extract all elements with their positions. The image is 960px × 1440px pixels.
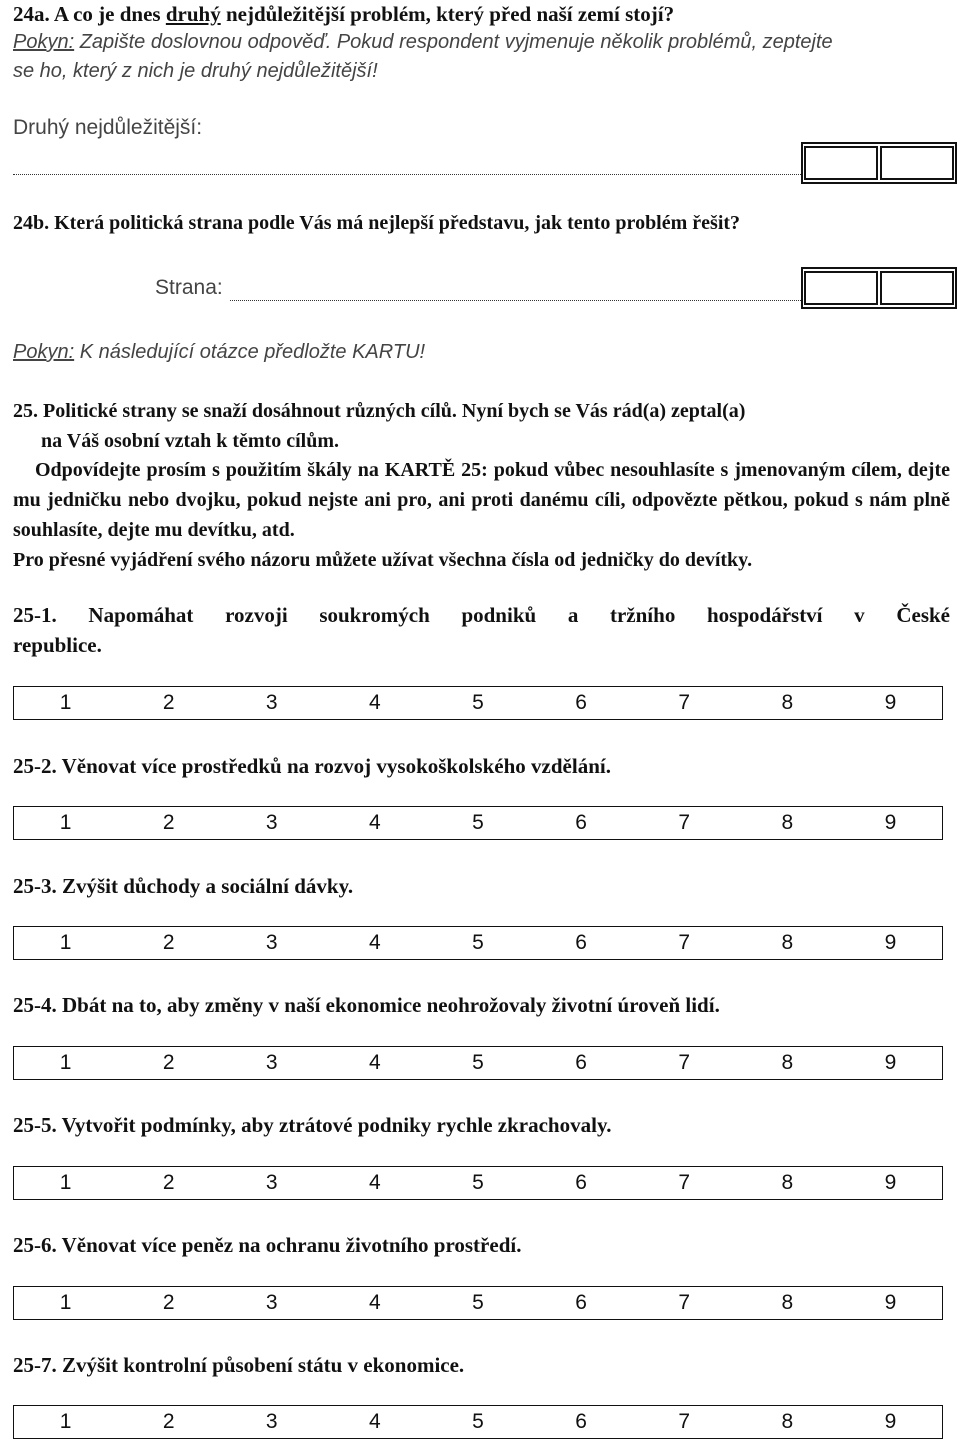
scale-option[interactable]: 3 [265,931,278,954]
scale-option[interactable]: 1 [59,1171,72,1194]
q24b-text: Která politická strana podle Vás má nejlepší představu, jak tento problém řešit? [54,212,741,234]
scale-option[interactable]: 1 [59,1410,72,1433]
scale-option[interactable]: 5 [472,1291,484,1314]
item-25-1-title-line1: 25-1. Napomáhat rozvoji soukromých podniků a tržního hospodářství v České [13,603,950,627]
scale-option[interactable]: 8 [781,1171,794,1194]
scale-option[interactable]: 9 [884,1410,897,1433]
scale-option[interactable]: 7 [678,1051,691,1074]
scale-option[interactable]: 7 [678,1291,691,1314]
q24b-code-cell[interactable] [804,271,878,305]
scale-option[interactable]: 8 [781,931,794,954]
item-25-4-scale [13,1046,943,1080]
scale-option[interactable]: 2 [162,691,175,714]
scale-option[interactable]: 8 [781,691,794,714]
scale-option[interactable]: 4 [369,1410,381,1433]
scale-option[interactable]: 4 [369,811,381,834]
q24b-question [13,212,740,235]
q25-line1: Politické strany se snaží dosáhnout různých cílů. Nyní bych se Vás rád(a) zeptal(a) [43,400,746,422]
scale-option[interactable]: 3 [265,1051,278,1074]
scale-option[interactable]: 2 [162,1171,175,1194]
scale-option[interactable]: 3 [265,691,278,714]
item-25-2-title: 25-2. Věnovat více prostředků na rozvoj vysokoškolského vzdělání. [13,754,611,778]
q24a-text-before: A co je dnes [53,2,166,26]
scale-option[interactable]: 6 [575,931,587,954]
item-25-1-title [13,600,950,660]
item-25-1-title-line2: republice. [13,633,102,657]
item-25-1-scale [13,686,943,720]
item-25-3-title: 25-3. Zvýšit důchody a sociální dávky. [13,874,354,898]
item-25-5-title: 25-5. Vytvořit podmínky, aby ztrátové podniky rychle zkrachovaly. [13,1113,612,1137]
scale-option[interactable]: 2 [162,1291,175,1314]
q24a-answer-line[interactable] [13,174,801,175]
scale-option[interactable]: 6 [575,811,587,834]
item-25-6-title: 25-6. Věnovat více peněz na ochranu životního prostředí. [13,1233,522,1257]
item-25-6-scale [13,1286,943,1320]
scale-option[interactable]: 8 [781,1051,794,1074]
scale-option[interactable]: 5 [472,931,484,954]
q24a-emphasis: druhý [165,2,221,26]
scale-option[interactable]: 7 [678,811,691,834]
scale-option[interactable]: 8 [781,1291,794,1314]
q24a-field-label: Druhý nejdůležitější: [13,116,203,139]
q24a-question [13,2,674,26]
scale-option[interactable]: 4 [369,1291,381,1314]
scale-option[interactable]: 2 [162,1410,175,1433]
scale-option[interactable]: 9 [884,1171,897,1194]
scale-option[interactable]: 1 [59,1051,72,1074]
scale-option[interactable]: 1 [59,931,72,954]
scale-option[interactable]: 2 [162,1051,175,1074]
scale-option[interactable]: 7 [678,1410,691,1433]
scale-option[interactable]: 6 [575,1051,587,1074]
scale-option[interactable]: 4 [369,931,381,954]
q25-line2: na Váš osobní vztah k těmto cílům. [41,430,339,452]
item-25-5-scale [13,1166,943,1200]
card-instruction [13,338,425,367]
scale-option[interactable]: 7 [678,931,691,954]
scale-option[interactable]: 1 [59,811,72,834]
scale-option[interactable]: 7 [678,1171,691,1194]
q24a-instruction-label: Pokyn: [13,31,75,53]
item-25-7-title: 25-7. Zvýšit kontrolní působení státu v ekonomice. [13,1353,465,1377]
item-25-2-scale [13,806,943,840]
scale-option[interactable]: 6 [575,691,587,714]
q24a-instruction-line2: se ho, který z nich je druhý nejdůležitější! [13,60,378,82]
scale-option[interactable]: 4 [369,691,381,714]
q24a-code-box[interactable] [801,142,957,184]
scale-option[interactable]: 6 [575,1410,587,1433]
q24b-field-label: Strana: [155,276,223,299]
scale-option[interactable]: 5 [472,1171,484,1194]
scale-option[interactable]: 3 [265,811,278,834]
item-25-3-scale [13,926,943,960]
q24b-code-cell[interactable] [880,271,954,305]
q24b-code-box[interactable] [801,267,957,309]
scale-option[interactable]: 3 [265,1171,278,1194]
scale-option[interactable]: 5 [472,1051,484,1074]
q24a-code-cell[interactable] [880,146,954,180]
scale-option[interactable]: 3 [265,1410,278,1433]
scale-option[interactable]: 6 [575,1291,587,1314]
q25-question [13,396,953,456]
q25-number: 25. [13,400,38,422]
scale-option[interactable]: 8 [781,1410,794,1433]
scale-option[interactable]: 2 [162,931,175,954]
scale-option[interactable]: 4 [369,1051,381,1074]
scale-option[interactable]: 3 [265,1291,278,1314]
scale-option[interactable]: 9 [884,691,897,714]
card-instruction-label: Pokyn: [13,341,75,363]
item-25-4-title: 25-4. Dbát na to, aby změny v naší ekonomice neohrožovaly životní úroveň lidí. [13,993,720,1017]
scale-option[interactable]: 9 [884,811,897,834]
q25-scale-instruction: Odpovídejte prosím s použitím škály na KARTĚ 25: pokud vůbec nesouhlasíte s jmenovaným cílem, dejte mu jedničku nebo dvojku, pokud nejste ani pro, ani proti danému cíli, odpovězte pětkou, pokud s nám plně souhlasíte, dejte mu devítku, atd. [13,459,950,541]
scale-option[interactable]: 5 [472,811,484,834]
scale-option[interactable]: 9 [884,931,897,954]
q24b-answer-line[interactable] [230,300,801,301]
q24b-number: 24b. [13,212,50,234]
scale-option[interactable]: 7 [678,691,691,714]
item-25-7-scale [13,1405,943,1439]
scale-option[interactable]: 8 [781,811,794,834]
q24a-text-after: nejdůležitější problém, který před naší zemí stojí? [220,2,675,26]
scale-option[interactable]: 6 [575,1171,587,1194]
q24a-instruction [13,28,953,86]
scale-option[interactable]: 2 [162,811,175,834]
scale-option[interactable]: 5 [472,691,484,714]
card-instruction-text: K následující otázce předložte KARTU! [74,341,426,363]
q25-scale-instruction-2: Pro přesné vyjádření svého názoru můžete užívat všechna čísla od jedničky do devítky. [13,549,753,571]
q24a-number: 24a. [13,2,50,26]
scale-option[interactable]: 9 [884,1291,897,1314]
scale-option[interactable]: 1 [59,1291,72,1314]
scale-option[interactable]: 5 [472,1410,484,1433]
scale-option[interactable]: 9 [884,1051,897,1074]
q24a-instruction-line1: Zapište doslovnou odpověď. Pokud respondent vyjmenuje několik problémů, zeptejte [74,31,833,53]
scale-option[interactable]: 1 [59,691,72,714]
scale-option[interactable]: 4 [369,1171,381,1194]
q24a-code-cell[interactable] [804,146,878,180]
